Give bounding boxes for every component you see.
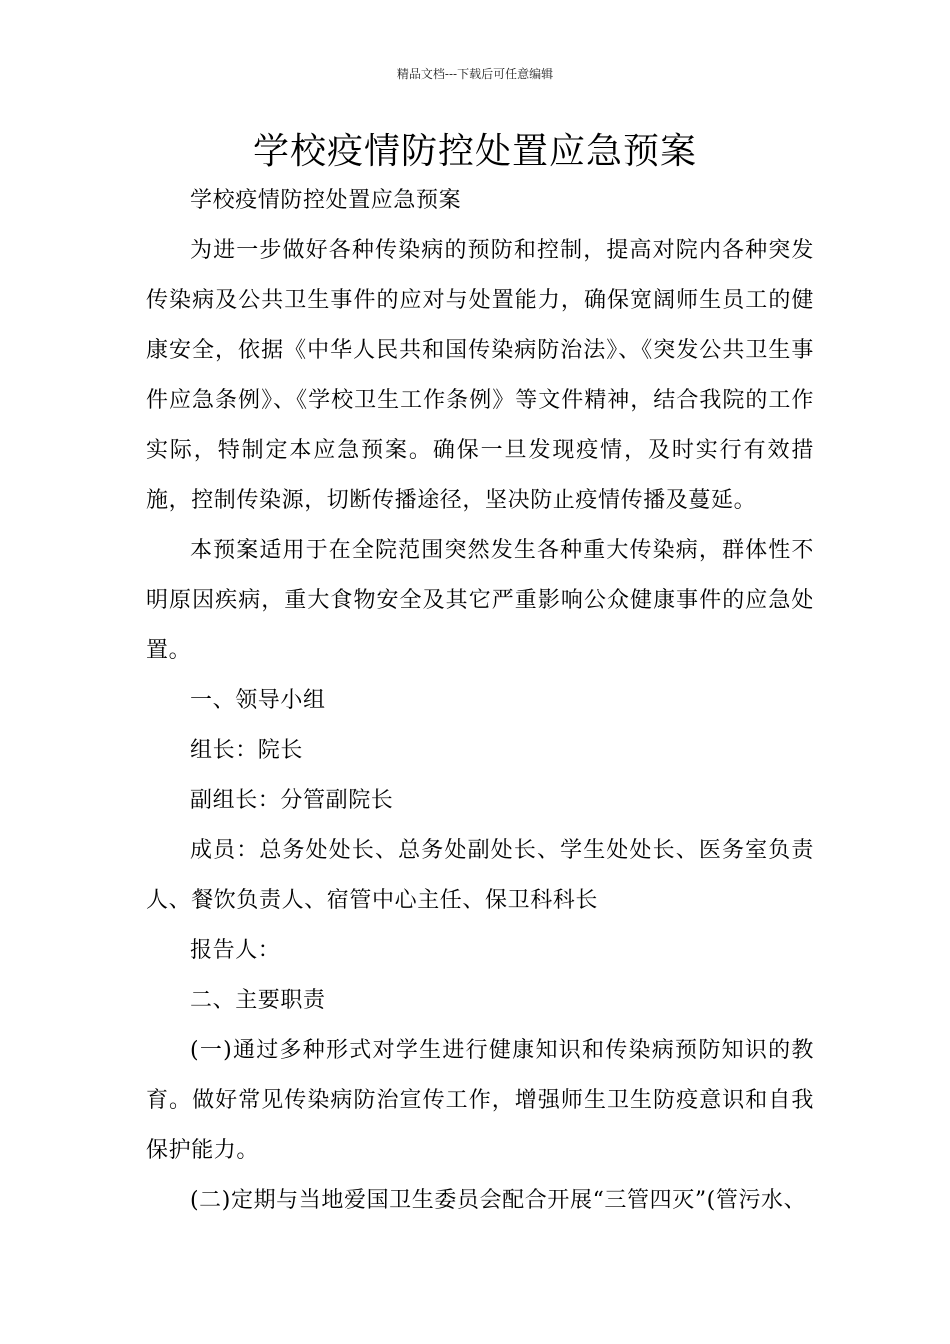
document-title: 学校疫情防控处置应急预案 (252, 131, 697, 172)
paragraph-leader: 组长：院长 (190, 738, 304, 763)
paragraph-duty-2: (二)定期与当地爱国卫生委员会配合开展“三管四灭”(管污水、 (190, 1188, 807, 1213)
paragraph-subtitle: 学校疫情防控处置应急预案 (190, 188, 462, 213)
document-body (146, 176, 814, 1226)
page-header: 精品文档---下载后可任意编辑 (396, 67, 554, 81)
section-heading-leadership: 一、领导小组 (190, 688, 326, 713)
paragraph-scope: 本预案适用于在全院范围突然发生各种重大传染病，群体性不明原因疾病，重大食物安全及其它严重影响公众健康事件的应急处置。 (146, 538, 814, 663)
paragraph-members: 成员：总务处处长、总务处副处长、学生处处长、医务室负责人、餐饮负责人、宿管中心主任、保卫科科长 (146, 838, 814, 913)
section-heading-duties: 二、主要职责 (190, 988, 326, 1013)
paragraph-deputy-leader: 副组长：分管副院长 (190, 788, 394, 813)
paragraph-duty-1: (一)通过多种形式对学生进行健康知识和传染病预防知识的教育。做好常见传染病防治宣传工作，增强师生卫生防疫意识和自我保护能力。 (146, 1038, 814, 1163)
paragraph-reporter: 报告人： (190, 938, 281, 963)
paragraph-intro: 为进一步做好各种传染病的预防和控制，提高对院内各种突发传染病及公共卫生事件的应对与处置能力，确保宽阔师生员工的健康安全，依据《中华人民共和国传染病防治法》、《突发公共卫生事件应急条例》、《学校卫生工作条例》等文件精神，结合我院的工作实际，特制定本应急预案。确保一旦发现疫情，及时实行有效措施，控制传染源，切断传播途径，坚决防止疫情传播及蔓延。 (146, 238, 814, 513)
